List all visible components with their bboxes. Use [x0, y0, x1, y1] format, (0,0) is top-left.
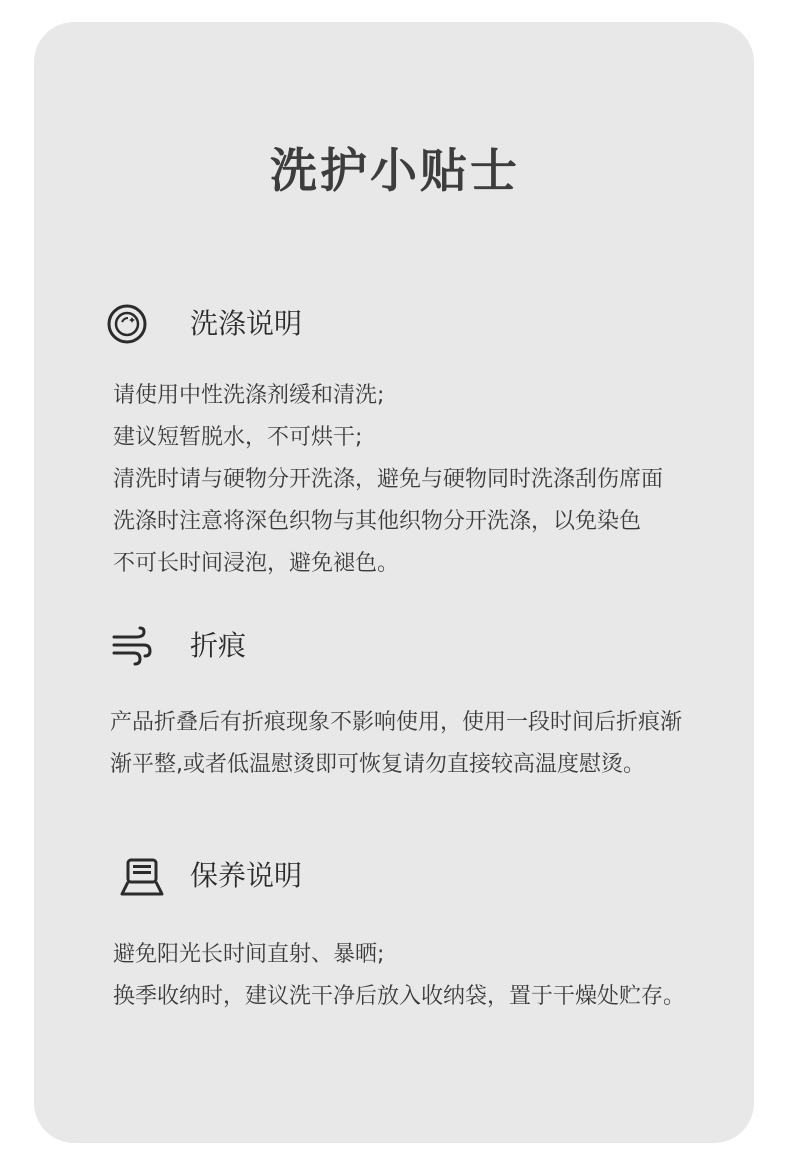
section-body-washing	[113, 375, 663, 585]
text-line: 请使用中性洗涤剂缓和清洗;	[113, 383, 385, 408]
text-line: 渐平整,或者低温慰烫即可恢复请勿直接较高温度慰烫。	[110, 752, 645, 777]
section-heading-care: 保养说明	[190, 859, 303, 892]
page-title: 洗护小贴士	[270, 144, 520, 199]
text-line: 产品折叠后有折痕现象不影响使用，使用一段时间后折痕渐	[110, 710, 683, 735]
section-body-creases	[110, 702, 682, 786]
section-body-care	[113, 934, 685, 1018]
text-line: 换季收纳时，建议洗干净后放入收纳袋，置于干燥处贮存。	[113, 984, 686, 1009]
section-heading-creases: 折痕	[190, 629, 247, 662]
storage-box-icon	[120, 856, 164, 900]
section-heading-washing: 洗涤说明	[190, 307, 303, 340]
text-line: 不可长时间浸泡，避免褪色。	[113, 551, 400, 576]
text-line: 洗涤时注意将深色织物与其他织物分开洗涤，以免染色	[113, 509, 642, 534]
text-line: 避免阳光长时间直射、暴晒;	[113, 942, 385, 967]
text-line: 建议短暂脱水，不可烘干;	[113, 425, 363, 450]
wind-icon	[110, 624, 154, 668]
washing-machine-icon	[105, 302, 149, 346]
text-line: 清洗时请与硬物分开洗涤，避免与硬物同时洗涤刮伤席面	[113, 467, 664, 492]
